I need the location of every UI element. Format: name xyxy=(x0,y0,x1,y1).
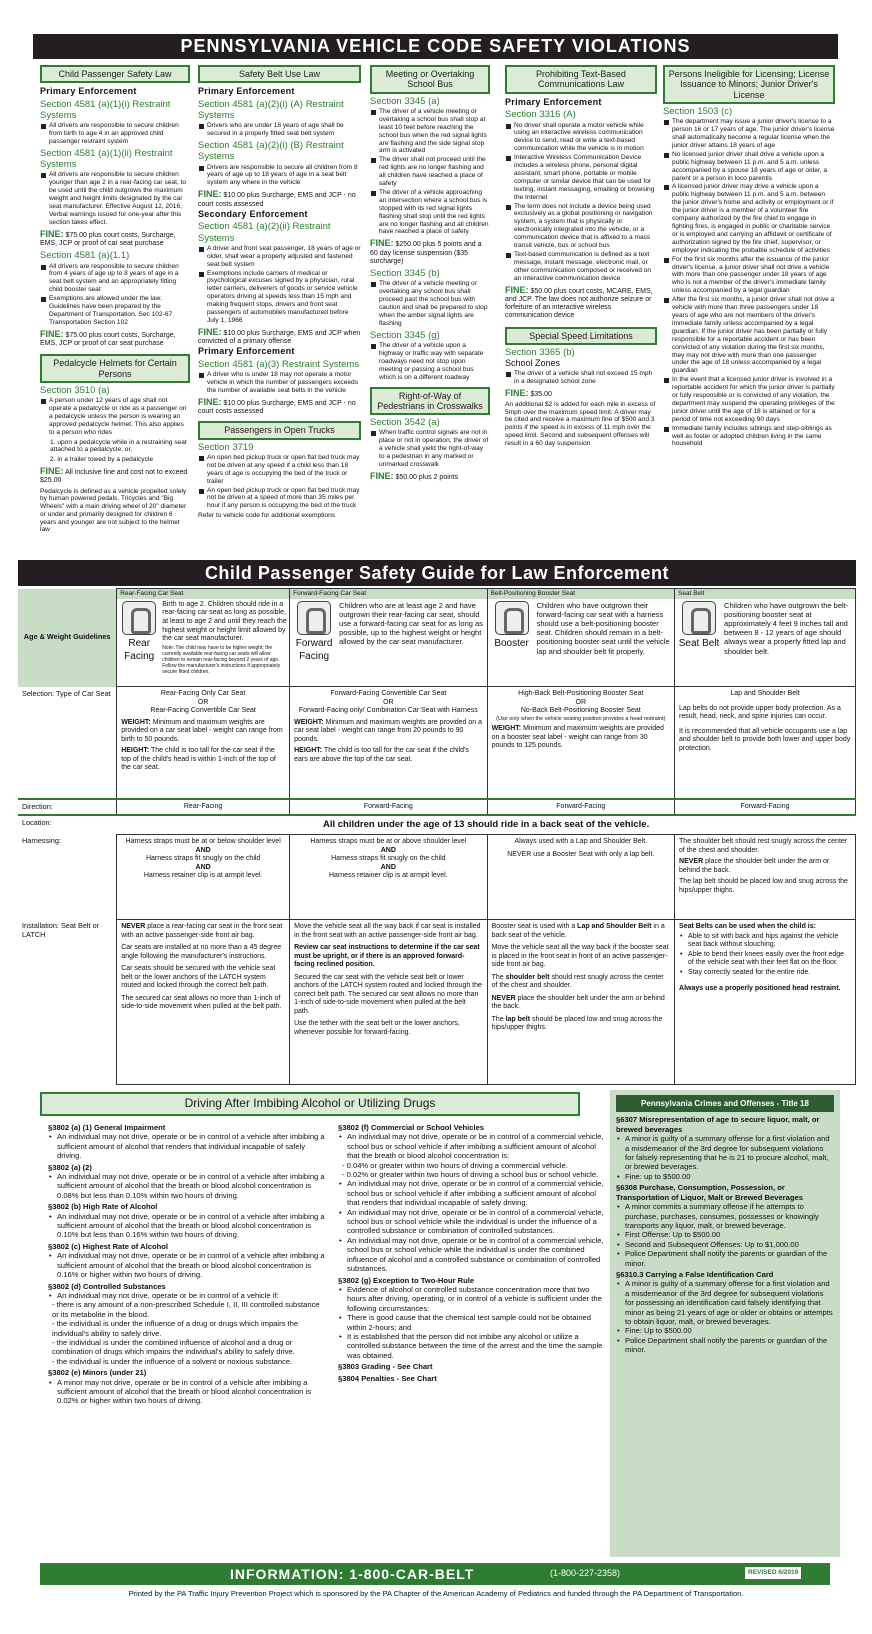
height-text: HEIGHT: The child is too tall for the car seat if the child's ears are above the top of the car seat. xyxy=(294,747,469,763)
bullet: The driver of a vehicle meeting or overtaking any school bus shall proceed past the school bus with caution and shall be prepared to stop when the amber signal lights are flashing xyxy=(370,280,490,327)
location-text: All children under the age of 13 should ride in a back seat of the vehicle. xyxy=(322,819,650,831)
harness-rear: Harness straps must be at or below shoulder level AND Harness straps fit snugly on the child AND Harness retainer clip is at armpit level. xyxy=(117,834,290,919)
stage-forward-facing xyxy=(290,589,487,687)
height-text: HEIGHT: The child is too tall for the car seat if the top of the child's head is within 1-inch of the top of the car seat. xyxy=(121,747,276,772)
crimes-title: Pennsylvania Crimes and Offenses - Title 18 xyxy=(616,1095,834,1112)
section-heading: §3802 (g) Exception to Two-Hour Rule xyxy=(338,1275,475,1285)
bullet: No driver shall operate a motor vehicle while using an interactive wireless communication device to send, read or write a text-based communication while the vehicle is in motion xyxy=(505,122,657,154)
section-title-pedalcycle: Pedalcycle Helmets for Certain Persons xyxy=(40,354,190,383)
cps-table xyxy=(18,588,856,1085)
stage-head: Belt-Positioning Booster Seat xyxy=(488,589,674,599)
bullet: No licensed junior driver shall drive a vehicle upon a public highway between 11 p.m. and 5 a.m. unless accompanied by a spouse 18 years of age or older, a parent or a person in loco parentis xyxy=(663,151,835,183)
section-number: Section 3345 (a) xyxy=(370,95,440,107)
seat-type: Rear-Facing Only Car Seat xyxy=(160,690,246,697)
paragraph: It is recommended that all vehicle occupants use a lap and shoulder belt to provide both lower and upper body protection. xyxy=(679,727,851,752)
stage-desc: Birth to age 2. Children should ride in a rear-facing car seat as long as possible, at least to age 2 and until they reach the highest weight or height limit allowed by the car seat manufacturer. xyxy=(162,600,287,643)
dash-item: - 0.04% or greater within two hours of driving a commercial vehicle. xyxy=(342,1160,568,1170)
section-heading: §3802 (a) (2) xyxy=(48,1162,92,1172)
bullet: A person under 12 years of age shall not operate a pedalcycle or ride as a passenger on a pedalcycle unless the person is wearing an approved pedalcycle helmet. This also applies to a person who rides xyxy=(40,397,190,437)
direction-cell: Rear-Facing xyxy=(117,799,290,816)
fine-text: FINE: $35.00 xyxy=(505,387,552,398)
bullet: All drivers are responsible to secure children younger than age 2 in a rear-facing car seat, to be used until the child outgrows the maximum weight and height limits designated by the car seat manufacturer. Effective August 12, 2016, Verbal warnings issued for one-year after this section takes effect. xyxy=(40,171,190,226)
section-number: Section 3316 (A) xyxy=(505,109,576,121)
seat-type: Forward-Facing Convertible Car Seat xyxy=(330,690,447,697)
bullet-item: • Fine: up to $500.00 xyxy=(616,1172,834,1181)
install-forward: Move the vehicle seat all the way back if car seat is installed in the front seat with an active passenger-side front air bag. Review car seat instructions to determine if the car seat must be upright, or if there is an approved forward-facing reclined position. Secured the car seat with the vehicle seat belt or lower anchors of the LATCH system routed and locked through the correct belt path. The secured car seat allows no more than 1-inch of side-to-side movement when pulled at the belt path. Use the tether with the seat belt or the lower anchors, whenever possible for forward-facing. xyxy=(290,919,487,1084)
direction-cell: Forward-Facing xyxy=(290,799,487,816)
info-text: INFORMATION: 1-800-CAR-BELT xyxy=(230,1566,475,1582)
seat-type: Rear-Facing Convertible Car Seat xyxy=(150,707,256,715)
stage-head: Rear-Facing Car Seat xyxy=(117,589,289,599)
section-number: Section 4581 (a)(2)(i) (B) Restraint Systems xyxy=(198,140,344,163)
section-heading: §3802 (a) (1) General Impairment xyxy=(48,1123,166,1132)
bullet-item: • An individual may not drive, operate or be in control of a vehicle after imbibing a sufficient amount of alcohol that the breath or blood alcohol concentration is 0.16% or higher within two hours of driving. xyxy=(48,1251,328,1279)
bullet-item: • An individual may not drive, operate or be in control of a vehicle after imbibing a sufficient amount of alcohol that renders that individual incapable of safely driving. xyxy=(48,1132,328,1160)
bullet: An open bed pickup truck or open flat bed truck may not be driven at any speed if a child less than 18 years of age is occupying the bed of the truck or trailer xyxy=(198,454,361,486)
seat-belt-icon xyxy=(682,601,716,635)
bullet: Drivers who are under 18 years of age shall be secured in a properly fitted seat belt system xyxy=(198,122,361,138)
bullet-item: • It is established that the person did not imbibe any alcohol or utilize a controlled substance between the time of the arrest and the time the sample was obtained. xyxy=(338,1332,606,1360)
bullet: The term does not include a device being used exclusively as a global positioning or navigation system, a system that is physically or electronically integrated into the vehicle, or a communication device that is affixed to a mass transit vehicle, bus or school bus xyxy=(505,203,657,250)
dash-item: - there is any amount of a non-prescribed Schedule I, II, III controlled substance or its metabolite in the blood. xyxy=(52,1300,320,1319)
stage-seat-belt xyxy=(675,589,856,687)
fine-text: FINE: All inclusive fine and cost not to exceed $25.00 xyxy=(40,466,188,485)
bullet-item: • An individual may not drive, operate or be in control of a vehicle after imbibing a sufficient amount of alcohol that the breath or blood alcohol concentration is 0.08% but less than 0.10% within two hours of driving. xyxy=(48,1172,328,1200)
bullet: A licensed junior driver may drive a vehicle upon a public highway between 11 p.m. and 5 a.m. between the junior driver's home and activity or employment or if the junior driver is a member of a volunteer fire company authorized by the fire chief to engage in fighting fires, is engaged in public or charitable service or is employed and carrying an affidavit or certificate of authorization signed by the fire chief, supervisor, or employer indicating the probable schedule of activities xyxy=(663,183,835,254)
dui-column-1 xyxy=(48,1121,328,1553)
list-item: 1. upon a pedalcycle while in a restraining seat attached to a pedalcycle; or, xyxy=(50,438,187,454)
crimes-panel xyxy=(610,1090,840,1557)
stage-badge xyxy=(490,601,534,656)
enforcement-label: Secondary Enforcement xyxy=(198,208,308,219)
harness-forward: Harness straps must be at or above shoulder level AND Harness straps fit snugly on the child AND Harness retainer clip is at armpit level. xyxy=(290,834,487,919)
bullet-item: • A minor commits a summary offense if he attempts to purchase, purchases, consumes, possesses or knowingly transports any liquor, malt, or brewed beverage. xyxy=(616,1202,834,1230)
list-item: 2. in a trailer towed by a pedalcycle xyxy=(50,456,153,464)
fine-text: FINE: $10.00 plus Surcharge, EMS and JCP - no court costs assessed xyxy=(198,189,356,208)
enforcement-label: Primary Enforcement xyxy=(198,86,295,97)
stage-name: Booster xyxy=(494,638,529,650)
section-title-pedestrians: Right-of-Way of Pedestrians in Crosswalks xyxy=(370,387,490,416)
stage-badge xyxy=(119,601,159,675)
bullet: A driver and front seat passenger, 18 years of age or older, shall wear a properly adjusted and fastened seat belt system xyxy=(198,245,361,269)
rear-facing-seat-icon xyxy=(122,601,156,635)
revised-badge: REVISED 6/2019 xyxy=(745,1567,801,1579)
type-rear xyxy=(117,687,290,799)
bullet-item: • There is good cause that the chemical test sample could not be obtained within 2-hours; and xyxy=(338,1313,606,1332)
bullet: The driver of a vehicle approaching an intersection where a school bus is stopped with its red signal lights flashing shall stop until the red lights are no longer flashing and all children have reached a place of safety xyxy=(370,189,490,236)
stage-booster xyxy=(487,589,674,687)
stage-rear-facing xyxy=(117,589,290,687)
bullet-item: • First Offense: Up to $500.00 xyxy=(616,1230,834,1239)
dash-item: - the individual is under the combined influence of alcohol and a drug or combination of drugs which impairs the individual's ability to safely drive. xyxy=(52,1337,295,1357)
direction-cell: Forward-Facing xyxy=(675,799,856,816)
section-title-texting: Prohibiting Text-Based Communications Law xyxy=(505,65,657,94)
section-title-dui: Driving After Imbibing Alcohol or Utilizing Drugs xyxy=(40,1092,580,1116)
bullet: All drivers are responsible to secure children from 4 years of age up to 8 years of age in a seat belt system and an appropriately fitting child booster seat xyxy=(40,263,190,295)
fine-text: FINE: $10.00 plus Surcharge, EMS and JCP - no court costs assessed xyxy=(198,396,356,416)
dash-item: - the individual is under the influence of a solvent or noxious substance. xyxy=(52,1356,293,1366)
column-safety-belt xyxy=(198,65,361,555)
list-item: • Stay correctly seated for the entire ride. xyxy=(679,969,851,978)
bullet: In the event that a licensed junior driver is involved in a reportable accident for which the junior driver is partially or fully responsible or is convicted of any violation, the department may suspend the operating privileges of the junior driver until the age of 18 is attained or for a period of time not exceeding 90 days xyxy=(663,376,835,423)
seat-type: Forward-Facing only/ Combination Car Seat with Harness xyxy=(298,707,478,715)
seat-type: High-Back Belt-Positioning Booster Seat xyxy=(518,690,644,697)
stage-name: Seat Belt xyxy=(678,638,720,650)
seat-type: No-Back Belt-Positioning Booster Seat xyxy=(520,707,641,715)
bullet: Drivers are responsible to secure all children from 8 years of age up to 18 years of age in a seat belt system any where in the vehicle xyxy=(198,164,361,188)
page-header: PENNSYLVANIA VEHICLE CODE SAFETY VIOLATIONS xyxy=(33,34,838,59)
section-title-open-trucks: Passengers in Open Trucks xyxy=(198,421,361,439)
install-booster: Booster seat is used with a Lap and Shoulder Belt in a back seat of the vehicle. Move the vehicle seat all the way back if the booster seat is placed in the front seat in front of an active passenger-side front air bag. The shoulder belt should rest snugly across the center of the chest and shoulder. NEVER place the shoulder belt under the arm or behind the back. The lap belt should be placed low and snug across the hips/upper thighs. xyxy=(487,919,674,1084)
section-number: Section 4581 (a)(1.1) xyxy=(40,250,130,262)
bullet: Exemptions include carriers of medical or psychological excuses signed by a physician, rural letter carriers, deliverers of goods or service vehicle operators driving at speeds less than 15 mph and making frequent stops, drivers and front seat passengers of automobiles manufactured before July 1, 1966 xyxy=(198,270,361,325)
section-heading: §3802 (b) High Rate of Alcohol xyxy=(48,1202,158,1212)
section-heading: §6310.3 Carrying a False Identification Card xyxy=(616,1269,774,1279)
section-number: Section 3345 (b) xyxy=(370,268,440,280)
cps-banner: Child Passenger Safety Guide for Law Enforcement xyxy=(18,560,856,586)
direction-cell: Forward-Facing xyxy=(487,799,674,816)
section-number: Section 4581 (a)(1)(i) Restraint Systems xyxy=(40,98,171,122)
install-rear: NEVER place a rear-facing car seat in the front seat with an active passenger-side front air bag. Car seats are installed at no more than a 45 degree angle following the manufacturer's instructions. Car seats should be secured with the vehicle seat belt or the lower anchors of the LATCH system routed and locked through the correct belt path. The secured car seat allows no more than 1-inch of side-to-side movement when pulled at the belt path. xyxy=(117,919,290,1084)
seat-type-note: (Use only when the vehicle seating position provides a head restraint) xyxy=(496,715,666,722)
bullet: The driver shall not proceed until the red lights are no longer flashing and all children have reached a place of safety xyxy=(370,156,490,188)
list-item: • Able to sit with back and hips against the vehicle seat back without slouching; xyxy=(679,933,851,950)
bullet: When traffic control signals are not in place or not in operation, the driver of a vehicle shall yield the right-of-way to a pedestrian in any marked or unmarked crosswalk xyxy=(370,429,490,469)
section-heading: §6307 Misrepresentation of age to secure liquor, malt, or brewed beverages xyxy=(616,1115,820,1134)
section-number: Section 3365 (b) xyxy=(505,346,575,358)
bullet: An open bed pickup truck or open flat bed truck may not be driven at a speed of more than 35 miles per hour if any person is occupying the bed of the truck xyxy=(198,487,361,511)
note-text: Refer to vehicle code for additional exemptions xyxy=(198,512,336,520)
stage-name: Rear Facing xyxy=(124,638,155,662)
forward-facing-seat-icon xyxy=(297,601,331,635)
section-number: Section 3542 (a) xyxy=(370,417,440,429)
stage-head: Forward-Facing Car Seat xyxy=(290,589,486,599)
bullet-item: • An individual may not drive, operate or be in control of a commercial vehicle, school bus or school vehicle if after imbibing a sufficient amount of alcohol that renders that individual incapable of safely driving. xyxy=(338,1179,606,1207)
type-seat-belt xyxy=(675,687,856,799)
weight-text: WEIGHT: Minimum and maximum weights are provided on a car seat label - weight can range from birth to 50 pounds. xyxy=(121,718,283,743)
row-label-direction: Direction: xyxy=(18,799,117,816)
bullet-item: • Police Department shall notify the parents or guardian of the minor. xyxy=(616,1336,834,1355)
or-text: OR xyxy=(383,698,394,706)
stage-name: Forward Facing xyxy=(295,638,333,662)
section-number: Section 1503 (c) xyxy=(663,106,733,118)
section-heading: §3802 (d) Controlled Substances xyxy=(48,1281,166,1291)
section-heading: §3802 (e) Minors (under 21) xyxy=(48,1368,147,1378)
bullet-item: • Second and Subsequent Offenses: Up to $1,000.00 xyxy=(616,1240,834,1249)
type-booster xyxy=(487,687,674,799)
section-number: Section 4581 (a)(2)(ii) Restraint Systems xyxy=(198,221,331,244)
stage-badge xyxy=(677,601,721,656)
section-heading: §3804 Penalties - See Chart xyxy=(338,1373,437,1383)
info-bar xyxy=(40,1563,830,1585)
section-title-school-bus: Meeting or Overtaking School Bus xyxy=(370,65,490,94)
note-text: An additional $2 is added for each mile in excess of 5mph over the maximum speed limit. A driver may be cited and receive a maximum fine of $500 and 3 points if the speed is in excess of 11 mph over the speed limit. Second and subsequent offenses will result in a 60 day suspension xyxy=(505,400,656,447)
type-forward xyxy=(290,687,487,799)
bullet: Interactive Wireless Communication Device includes a wireless phone, personal digital assistant, smart phone, portable or mobile computer or similar device that can be used for texting, instant messaging, emailing or browsing the Internet xyxy=(505,154,657,201)
section-heading: §3803 Grading - See Chart xyxy=(338,1362,433,1372)
stage-head: Seat Belt xyxy=(675,589,855,599)
harness-seat-belt: The shoulder belt should rest snugly across the center of the chest and shoulder. NEVER place the shoulder belt under the arm or behind the back. The lap belt should be placed low and snug across the hips/upper thighs. xyxy=(675,834,856,919)
credit-text: Printed by the PA Traffic Injury Prevention Project which is sponsored by the PA Chapter of the American Academy of Pediatrics and funded through the PA Department of Transportation. xyxy=(128,1589,744,1598)
paragraph: Lap belts do not provide upper body protection. As a result, head, neck, and spine injuries can occur. xyxy=(679,704,841,721)
stage-badge xyxy=(292,601,336,663)
bullet: The driver of a vehicle shall not exceed 15 mph in a designated school zone xyxy=(505,370,657,386)
bullet: The driver of a vehicle meeting or overtaking a school bus shall stop at least 10 feet before reaching the school bus when the red signal lights are flashing and the side signal stop arm is activated xyxy=(370,108,490,155)
stage-note: Note: The child may have to be higher weight; the currently available rear-facing car seats will allow children to remain rear-facing beyond 2 years of age. Follow the manufacturer's instructions if appropriately secure fitted children. xyxy=(162,644,281,675)
section-title-speed: Special Speed Limitations xyxy=(505,327,657,345)
bullet-item: • A minor may not drive, operate or be in control of a vehicle after imbibing a sufficient amount of alcohol that the breath or blood alcohol concentration is 0.02% or higher within two hours of driving. xyxy=(48,1378,328,1406)
section-number: Section 3345 (g) xyxy=(370,329,440,341)
bullet: Text-based communication is defined as a text message, instant message, electronic mail, or other communication composed or received on an interactive communication device xyxy=(505,251,657,283)
bullet-item: • An individual may not drive, operate or be in control of a commercial vehicle, school bus or school vehicle while the individual is under the influence of a controlled substance or combination of controlled substances. xyxy=(338,1208,606,1236)
bullet: Immediate family includes siblings and step-siblings as well as foster or adopted children living in the same household xyxy=(663,425,835,449)
bullet-item: • Fine: Up to $500.00 xyxy=(616,1326,834,1335)
bullet-item: • An individual may not drive, operate or be in control of a vehicle if: xyxy=(48,1291,328,1300)
column-school-bus xyxy=(370,65,490,555)
bullet: All drivers are responsible to secure children from birth to age 4 in an approved child passenger restraint system xyxy=(40,122,190,146)
fine-text: FINE: $50.00 plus 2 points xyxy=(370,470,459,481)
bullet: A driver who is under 18 may not operate a motor vehicle in which the number of passengers exceeds the number of available seat belts in the vehicle xyxy=(198,371,361,395)
seat-type: Lap and Shoulder Belt xyxy=(730,690,800,697)
bullet-item: • An individual may not drive, operate or be in control of a vehicle after imbibing a sufficient amount of alcohol that the breath or blood alcohol concentration is 0.10% but less than 0.16% within two hours of driving. xyxy=(48,1212,328,1240)
bullet-item: • An individual may not drive, operate or be in control of a commercial vehicle, school bus or school vehicle if after imbibing a sufficient amount of alcohol that the breath or blood alcohol concentration is: xyxy=(338,1132,606,1160)
row-label-installation: Installation: Seat Belt or LATCH xyxy=(22,921,100,940)
booster-seat-icon xyxy=(495,601,529,635)
list-item: • Able to bend their knees easily over the front edge of the vehicle seat with their feet flat on the floor. xyxy=(679,951,851,968)
harness-booster: Always used with a Lap and Shoulder Belt. NEVER use a Booster Seat with only a lap belt. xyxy=(487,834,674,919)
dui-column-2 xyxy=(338,1121,606,1553)
row-label-age: Age & Weight Guidelines xyxy=(18,589,117,687)
section-number: Section 4581 (a)(3) Restraint Systems xyxy=(198,358,360,370)
section-number: Section 4581 (a)(1)(ii) Restraint Systems xyxy=(40,148,173,171)
section-heading: §6308 Purchase, Consumption, Possession, or Transportation of Liquor, Malt or Brewed Beverages xyxy=(616,1183,803,1202)
enforcement-label: Primary Enforcement xyxy=(505,96,602,107)
enforcement-label: Primary Enforcement xyxy=(198,346,295,357)
dash-item: - the individual is under the influence of a drug or drugs which impairs the individual's ability to safely drive. xyxy=(52,1319,299,1338)
bullet: The driver of a vehicle upon a highway or traffic way with separate roadways need not stop upon meeting or passing a school bus which is on a different roadway xyxy=(370,342,490,382)
phone-text: (1-800-227-2358) xyxy=(550,1568,621,1578)
row-label-harnessing: Harnessing: xyxy=(22,836,61,846)
bullet-item: • Evidence of alcohol or controlled substance concentration more that two hours after driving, operating, or in control of a vehicle is sufficient under the following circumstances: xyxy=(338,1285,606,1313)
section-title-safety-belt: Safety Belt Use Law xyxy=(198,65,361,83)
bullet: For the first six months after the issuance of the junior driver's license, a junior driver shall not drive a vehicle with more than one passenger under 18 years of age who is not a member of the driver's immediate family unless accompanied by a legal guardian xyxy=(663,256,835,296)
section-title-child-passenger: Child Passenger Safety Law xyxy=(40,65,190,83)
install-seat-belt: Seat Belts can be used when the child is: • Able to sit with back and hips against the vehicle seat back without slouching; • Able to bend their knees easily over the front edge of the vehicle seat with their feet flat on the floor. • Stay correctly seated for the entire ride. Always use a properly positioned head restraint. xyxy=(675,919,856,1084)
column-junior-license xyxy=(663,65,835,555)
fine-text: FINE: $50.00 plus court costs, MCARE, EMS, and JCP. The law does not authorize seizure or forfeiture of an interactive wireless communication device xyxy=(505,284,653,320)
fine-text: FINE: $10.00 plus Surcharge, EMS and JCP when convicted of a primary offense xyxy=(198,326,361,346)
section-number: Section 3510 (a) xyxy=(40,384,110,396)
column-texting xyxy=(505,65,657,555)
stage-desc: Children who are at least age 2 and have outgrown their rear-facing car seat, should use a forward-facing car seat for as long as possible, up to the highest weight or height allowed by the car seat manufacturer. xyxy=(339,600,483,647)
dash-item: - 0.02% or greater within two hours of driving a school bus or school vehicle. xyxy=(342,1170,599,1180)
note-text: Pedalcycle is defined as a vehicle propelled solely by human powered pedals. Tricycles and "Big Wheels" with a main driving wheel of 20" diameter or under and primarily designed for children 6 years and younger are not subject to the helmet law xyxy=(40,487,187,534)
bullet: The department may issue a junior driver's license to a person 16 or 17 years of age. The junior driver's license shall automatically become a regular license when the junior driver attains 18 years of age xyxy=(663,118,835,150)
stage-desc: Children who have outgrown the belt-positioning booster seat at approximately 4 feet 9 inches tall and between 8 - 12 years of age should always wear a properly fitted lap and shoulder belt. xyxy=(724,600,849,656)
weight-text: WEIGHT: Minimum and maximum weights are provided on a car seat label - weight can range from 20 pounds to 90 pounds. xyxy=(294,718,483,743)
row-label-location: Location: xyxy=(22,818,52,828)
bullet-item: • Police Department shall notify the parents or guardian of the minor. xyxy=(616,1249,834,1268)
bullet: Exemptions are allowed under the law. Guidelines have been prepared by the Department of Transportation. Sec 102-67 Transportation Section 102 xyxy=(40,295,190,327)
bullet-item: • A minor is guilty of a summary offense for a first violation and a misdemeanor of the 3rd degree for subsequent violations for possessing an identification card falsely identifying that minor as being 21 years of age or older or obtains or attempts to obtain liquor, malt, or brewed beverages. xyxy=(616,1279,834,1326)
column-child-passenger xyxy=(40,65,190,555)
section-heading: §3802 (c) Highest Rate of Alcohol xyxy=(48,1241,168,1251)
row-label-type: Selection: Type of Car Seat xyxy=(22,688,111,698)
weight-text: WEIGHT: Minimum and maximum weights are provided on a booster seat label - weight can range from 30 pounds to 125 pounds. xyxy=(491,725,664,750)
stage-desc: Children who have outgrown their forward-facing car seat with a harness should use a belt-positioning booster seat. Children should remain in a belt-positioning booster seat until the vehicle lap and shoulder belt fit properly. xyxy=(536,600,670,656)
bullet-item: • An individual may not drive, operate or be in control of a commercial vehicle, school bus or school vehicle while the individual is under the combined influence of alcohol and a controlled substance or combination of controlled substances. xyxy=(338,1236,606,1274)
section-number: Section 3719 xyxy=(198,441,254,453)
fine-text: FINE: $75.00 plus court costs, Surcharge, EMS, JCP or proof of car seat purchase xyxy=(40,228,176,248)
or-text: OR xyxy=(197,698,209,706)
subheading: School Zones xyxy=(505,358,561,369)
bullet-item: • A minor is guilty of a summary offense for a first violation and a misdemeanor of the 3rd degree for subsequent violations for falsely representing that he is 21 to procure alcohol, malt, or brewed beverages. xyxy=(616,1134,834,1172)
fine-text: FINE: $75.00 plus court costs, Surcharge, EMS, JCP or proof of car seat purchase xyxy=(40,328,176,348)
section-title-junior-license: Persons Ineligible for Licensing; License Issuance to Minors; Junior Driver's License xyxy=(663,65,835,104)
enforcement-label: Primary Enforcement xyxy=(40,86,137,97)
section-heading: §3802 (f) Commercial or School Vehicles xyxy=(338,1123,485,1132)
section-number: Section 4581 (a)(2)(i) (A) Restraint Systems xyxy=(198,98,344,122)
fine-text: FINE: $250.00 plus 5 points and a 60 day license suspension ($35 surcharge) xyxy=(370,238,482,265)
bullet: After the first six months, a junior driver shall not drive a vehicle with more than three passengers under 18 years of age who are not members of the driver's immediate family unless accompanied by a legal guardian. If the junior driver has been partially or fully responsible for a reportable accident or has been convicted of any violation during the first six months, they may not drive with more than one passenger under the age of 18 unless accompanied by a legal guardian xyxy=(663,296,835,375)
or-text: OR xyxy=(575,698,587,706)
